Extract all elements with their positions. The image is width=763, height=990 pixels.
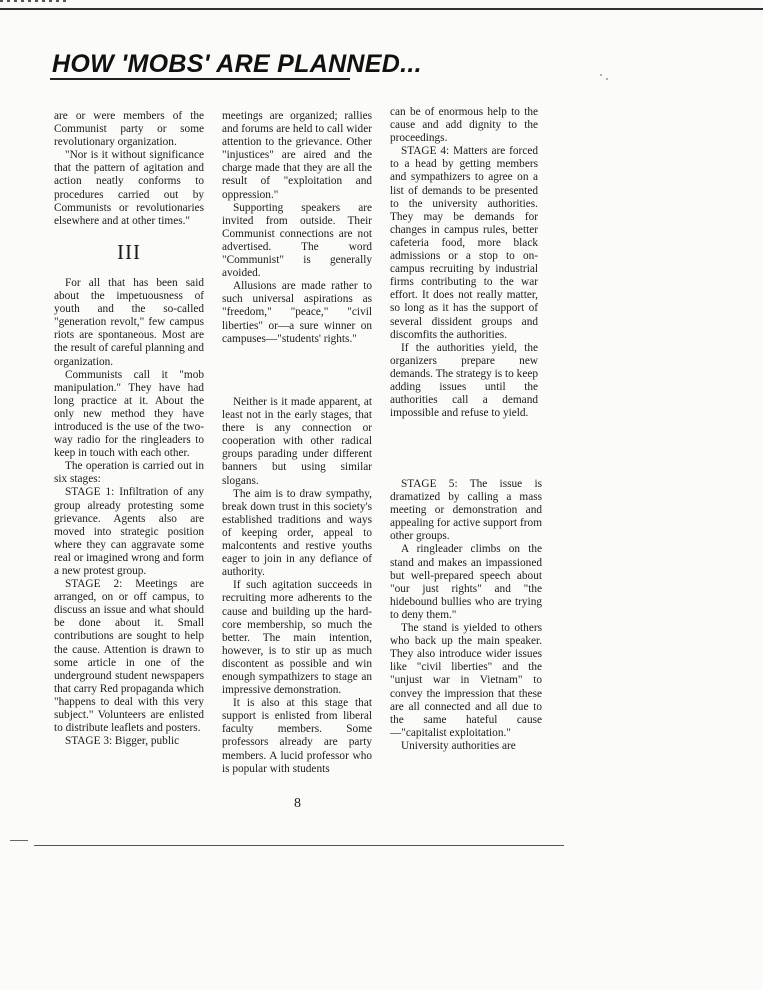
column-1: [54, 110, 204, 748]
paragraph: The stand is yielded to others who back up the main speaker. They also introduce wider issues like "civil liberties" and the "unjust war in Vietnam" to convey the impression that these are all connected and all due to the same hateful cause—"capitalist exploitation.": [390, 622, 542, 739]
paragraph: Communists call it "mob manipulation." They have had long practice at it. About the only new method they have introduced is the use of the two-way radio for the ringleaders to keep in touch with each other.: [54, 368, 204, 460]
paragraph: For all that has been said about the impetuousness of youth and the so-called "generation revolt," few campus riots are spontaneous. Most are the result of careful planning and organization.: [54, 276, 204, 368]
paragraph: A ringleader climbs on the stand and makes an impassioned but well-prepared speech about "our just rights" and "the hidebound bullies who are trying to deny them.": [390, 543, 542, 621]
scan-speck: [600, 74, 602, 76]
headline-underline: [50, 78, 350, 80]
paragraph: It is also at this stage that support is enlisted from liberal faculty members. Some professors already are party members. A lucid professor who is popular with students: [222, 697, 372, 775]
column-2-top: [222, 110, 372, 346]
paragraph: STAGE 5: The issue is dramatized by calling a mass meeting or demonstration and appealing for active support from other groups.: [390, 478, 542, 543]
scan-speck: [606, 78, 608, 80]
paragraph: University authorities are: [401, 739, 516, 752]
paragraph: "Nor is it without significance that the pattern of agitation and action neatly conforms to procedures carried out by Communists or revolutionaries elsewhere and at other times.": [54, 149, 204, 227]
paragraph: STAGE 3: Bigger, public: [65, 735, 180, 748]
paragraph: If the authorities yield, the organizers prepare new demands. The strategy is to keep adding issues until the authorities call a demand impossible and refuse to yield.: [390, 341, 538, 420]
paragraph: Supporting speakers are invited from outside. Their Communist connections are not advertised. The word "Communist" is generally avoided.: [222, 201, 372, 280]
paragraph: The operation is carried out in six stages:: [54, 460, 204, 486]
paragraph: Allusions are made rather to such universal aspirations as "freedom," "peace," "civil liberties" or—a sure winner on campuses—"students' rights.": [222, 280, 372, 345]
paragraph: STAGE 2: Meetings are arranged, on or off campus, to discuss an issue and what should be done about it. Small contributions are sought to help the cause. Attention is drawn to some article in one of the underground student newspapers that carry Red propaganda which "happens to deal with this very subject." Volunteers are enlisted to distribute leaflets and posters.: [54, 578, 204, 735]
top-rule: [0, 8, 763, 10]
paragraph: STAGE 4: Matters are forced to a head by getting members and sympathizers to agree on a list of demands to be presented to the university authorities. They may be demands for changes in campus rules, better cafeteria food, more black admissions or a stop to on-campus recruiting by industrial firms contributing to the war effort. It does not really matter, so long as it has the support of several dissident groups and discomfits the authorities.: [390, 145, 538, 341]
paragraph: STAGE 1: Infiltration of any group already protesting some grievance. Agents also are moved into strategic position where they can aggravate some real or imagined wrong and form a new protest group.: [54, 486, 204, 577]
paragraph: The aim is to draw sympathy, break down trust in this society's established traditions and ways of keeping order, appeal to malcontents and restive youths eager to join in any defiance of authority.: [222, 487, 372, 579]
headline: HOW 'MOBS' ARE PLANNED...: [52, 50, 422, 78]
bottom-rule: [34, 845, 564, 846]
section-numeral: III: [117, 239, 141, 264]
column-3-top: [390, 106, 538, 420]
top-dashed-edge: [0, 0, 70, 2]
bottom-dash: [10, 840, 28, 841]
paragraph: If such agitation succeeds in recruiting more adherents to the cause and building up the hard-core membership, so much the better. The main intention, however, is to stir up as much discontent as possible and win enough sympathizers to stage an impressive demonstration.: [222, 579, 372, 697]
column-2-bottom: [222, 396, 372, 776]
paragraph: are or were members of the Communist party or some revolutionary organization.: [54, 110, 204, 149]
page-number: 8: [294, 796, 301, 811]
column-3-bottom: [390, 478, 542, 753]
paragraph: can be of enormous help to the cause and add dignity to the proceedings.: [390, 106, 538, 145]
paragraph: meetings are organized; rallies and forums are held to call wider attention to the grievance. Other "injustices" are aired and the charge made that they are all the result of "exploitation and oppression.": [222, 110, 372, 201]
paragraph: Neither is it made apparent, at least not in the early stages, that there is any connection or cooperation with other radical groups parading under different banners but using similar slogans.: [222, 396, 372, 487]
